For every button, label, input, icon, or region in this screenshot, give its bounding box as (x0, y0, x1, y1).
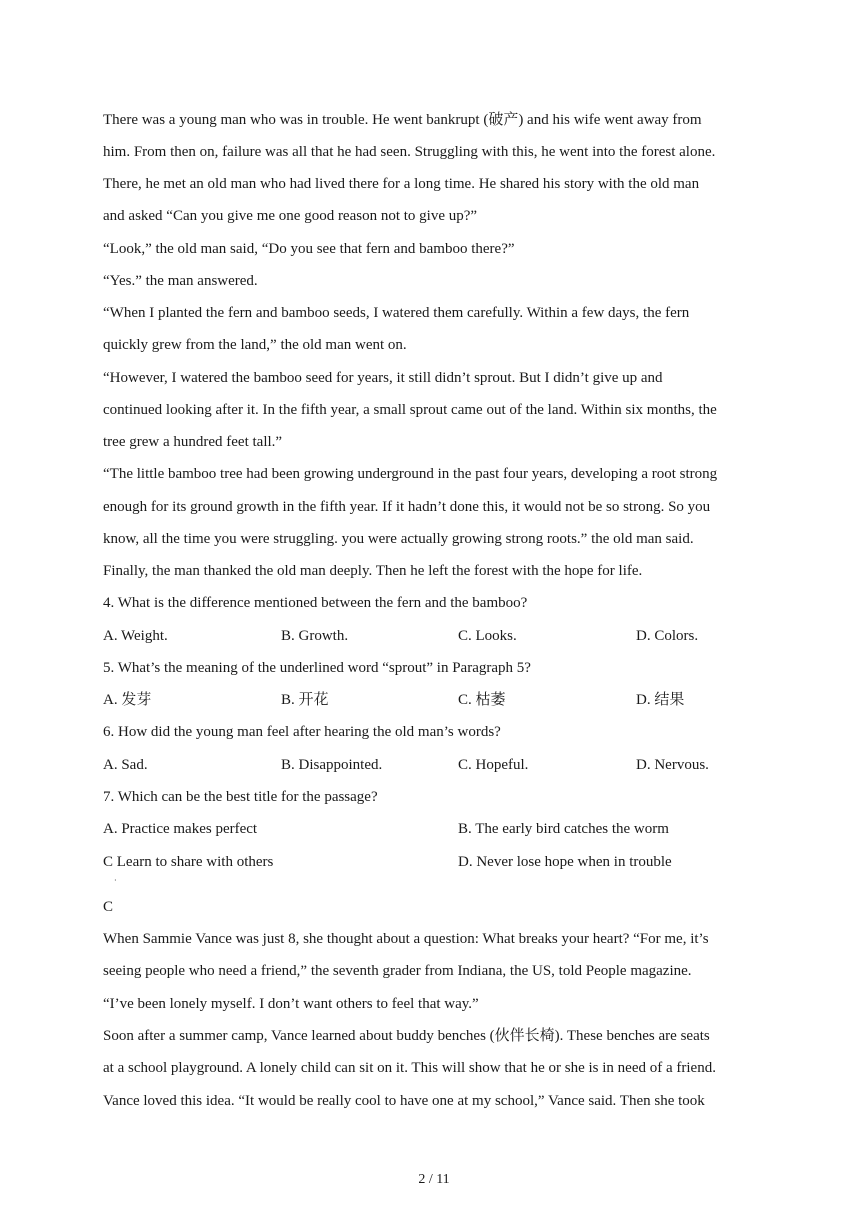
option-a: A. Sad. (103, 757, 148, 773)
paragraph-line: “However, I watered the bamboo seed for years, it still didn’t sprout. But I didn’t give up and (103, 370, 663, 386)
paragraph-line: enough for its ground growth in the fifth year. If it hadn’t done this, it would not be so strong. So you (103, 499, 711, 515)
section-heading: C (103, 899, 114, 915)
page-number: 2 / 11 (418, 1172, 450, 1187)
question-stem: 5. What’s the meaning of the underlined word “sprout” in Paragraph 5? (103, 660, 531, 676)
paragraph-line: seeing people who need a friend,” the seventh grader from Indiana, the US, told People magazine. (103, 963, 692, 979)
option-b: B. Disappointed. (281, 757, 383, 773)
paragraph-line: “Yes.” the man answered. (103, 273, 258, 289)
stray-mark: · (114, 876, 117, 885)
option-c: C Learn to share with others (103, 854, 274, 870)
option-d: D. 结果 (636, 692, 685, 708)
paragraph-line: tree grew a hundred feet tall.” (103, 434, 283, 450)
paragraph-line: Finally, the man thanked the old man deeply. Then he left the forest with the hope for life. (103, 563, 643, 579)
option-b: B. 开花 (281, 692, 329, 708)
paragraph-line: “I’ve been lonely myself. I don’t want others to feel that way.” (103, 996, 479, 1012)
paragraph-line: Soon after a summer camp, Vance learned about buddy benches (伙伴长椅). These benches are seats (103, 1028, 710, 1044)
question-stem: 6. How did the young man feel after hearing the old man’s words? (103, 724, 501, 740)
paragraph-line: “The little bamboo tree had been growing underground in the past four years, developing a root strong (103, 466, 718, 482)
paragraph-line: and asked “Can you give me one good reason not to give up?” (103, 208, 478, 224)
option-a: A. 发芽 (103, 692, 152, 708)
paragraph-line: continued looking after it. In the fifth year, a small sprout came out of the land. Within six months, the (103, 402, 717, 418)
paragraph-line: quickly grew from the land,” the old man went on. (103, 337, 407, 353)
question-stem: 7. Which can be the best title for the passage? (103, 789, 378, 805)
option-b: B. Growth. (281, 628, 349, 644)
option-d: D. Colors. (636, 628, 699, 644)
paragraph-line: “When I planted the fern and bamboo seeds, I watered them carefully. Within a few days, the fern (103, 305, 690, 321)
paragraph-line: “Look,” the old man said, “Do you see that fern and bamboo there?” (103, 241, 515, 257)
question-stem: 4. What is the difference mentioned between the fern and the bamboo? (103, 595, 528, 611)
option-a: A. Weight. (103, 628, 168, 644)
option-c: C. Looks. (458, 628, 517, 644)
option-d: D. Never lose hope when in trouble (458, 854, 672, 870)
option-c: C. 枯萎 (458, 692, 506, 708)
paragraph-line: There was a young man who was in trouble. He went bankrupt (破产) and his wife went away from (103, 112, 702, 128)
option-d: D. Nervous. (636, 757, 709, 773)
paragraph-line: him. From then on, failure was all that he had seen. Struggling with this, he went into the forest alone. (103, 144, 716, 160)
option-b: B. The early bird catches the worm (458, 821, 669, 837)
paragraph-line: Vance loved this idea. “It would be really cool to have one at my school,” Vance said. Then she took (103, 1093, 705, 1109)
paragraph-line: at a school playground. A lonely child can sit on it. This will show that he or she is in need of a friend. (103, 1060, 716, 1076)
option-c: C. Hopeful. (458, 757, 529, 773)
paragraph-line: When Sammie Vance was just 8, she thought about a question: What breaks your heart? “For me, it’s (103, 931, 709, 947)
paragraph-line: There, he met an old man who had lived there for a long time. He shared his story with the old man (103, 176, 700, 192)
option-a: A. Practice makes perfect (103, 821, 258, 837)
paragraph-line: know, all the time you were struggling. you were actually growing strong roots.” the old man said. (103, 531, 694, 547)
